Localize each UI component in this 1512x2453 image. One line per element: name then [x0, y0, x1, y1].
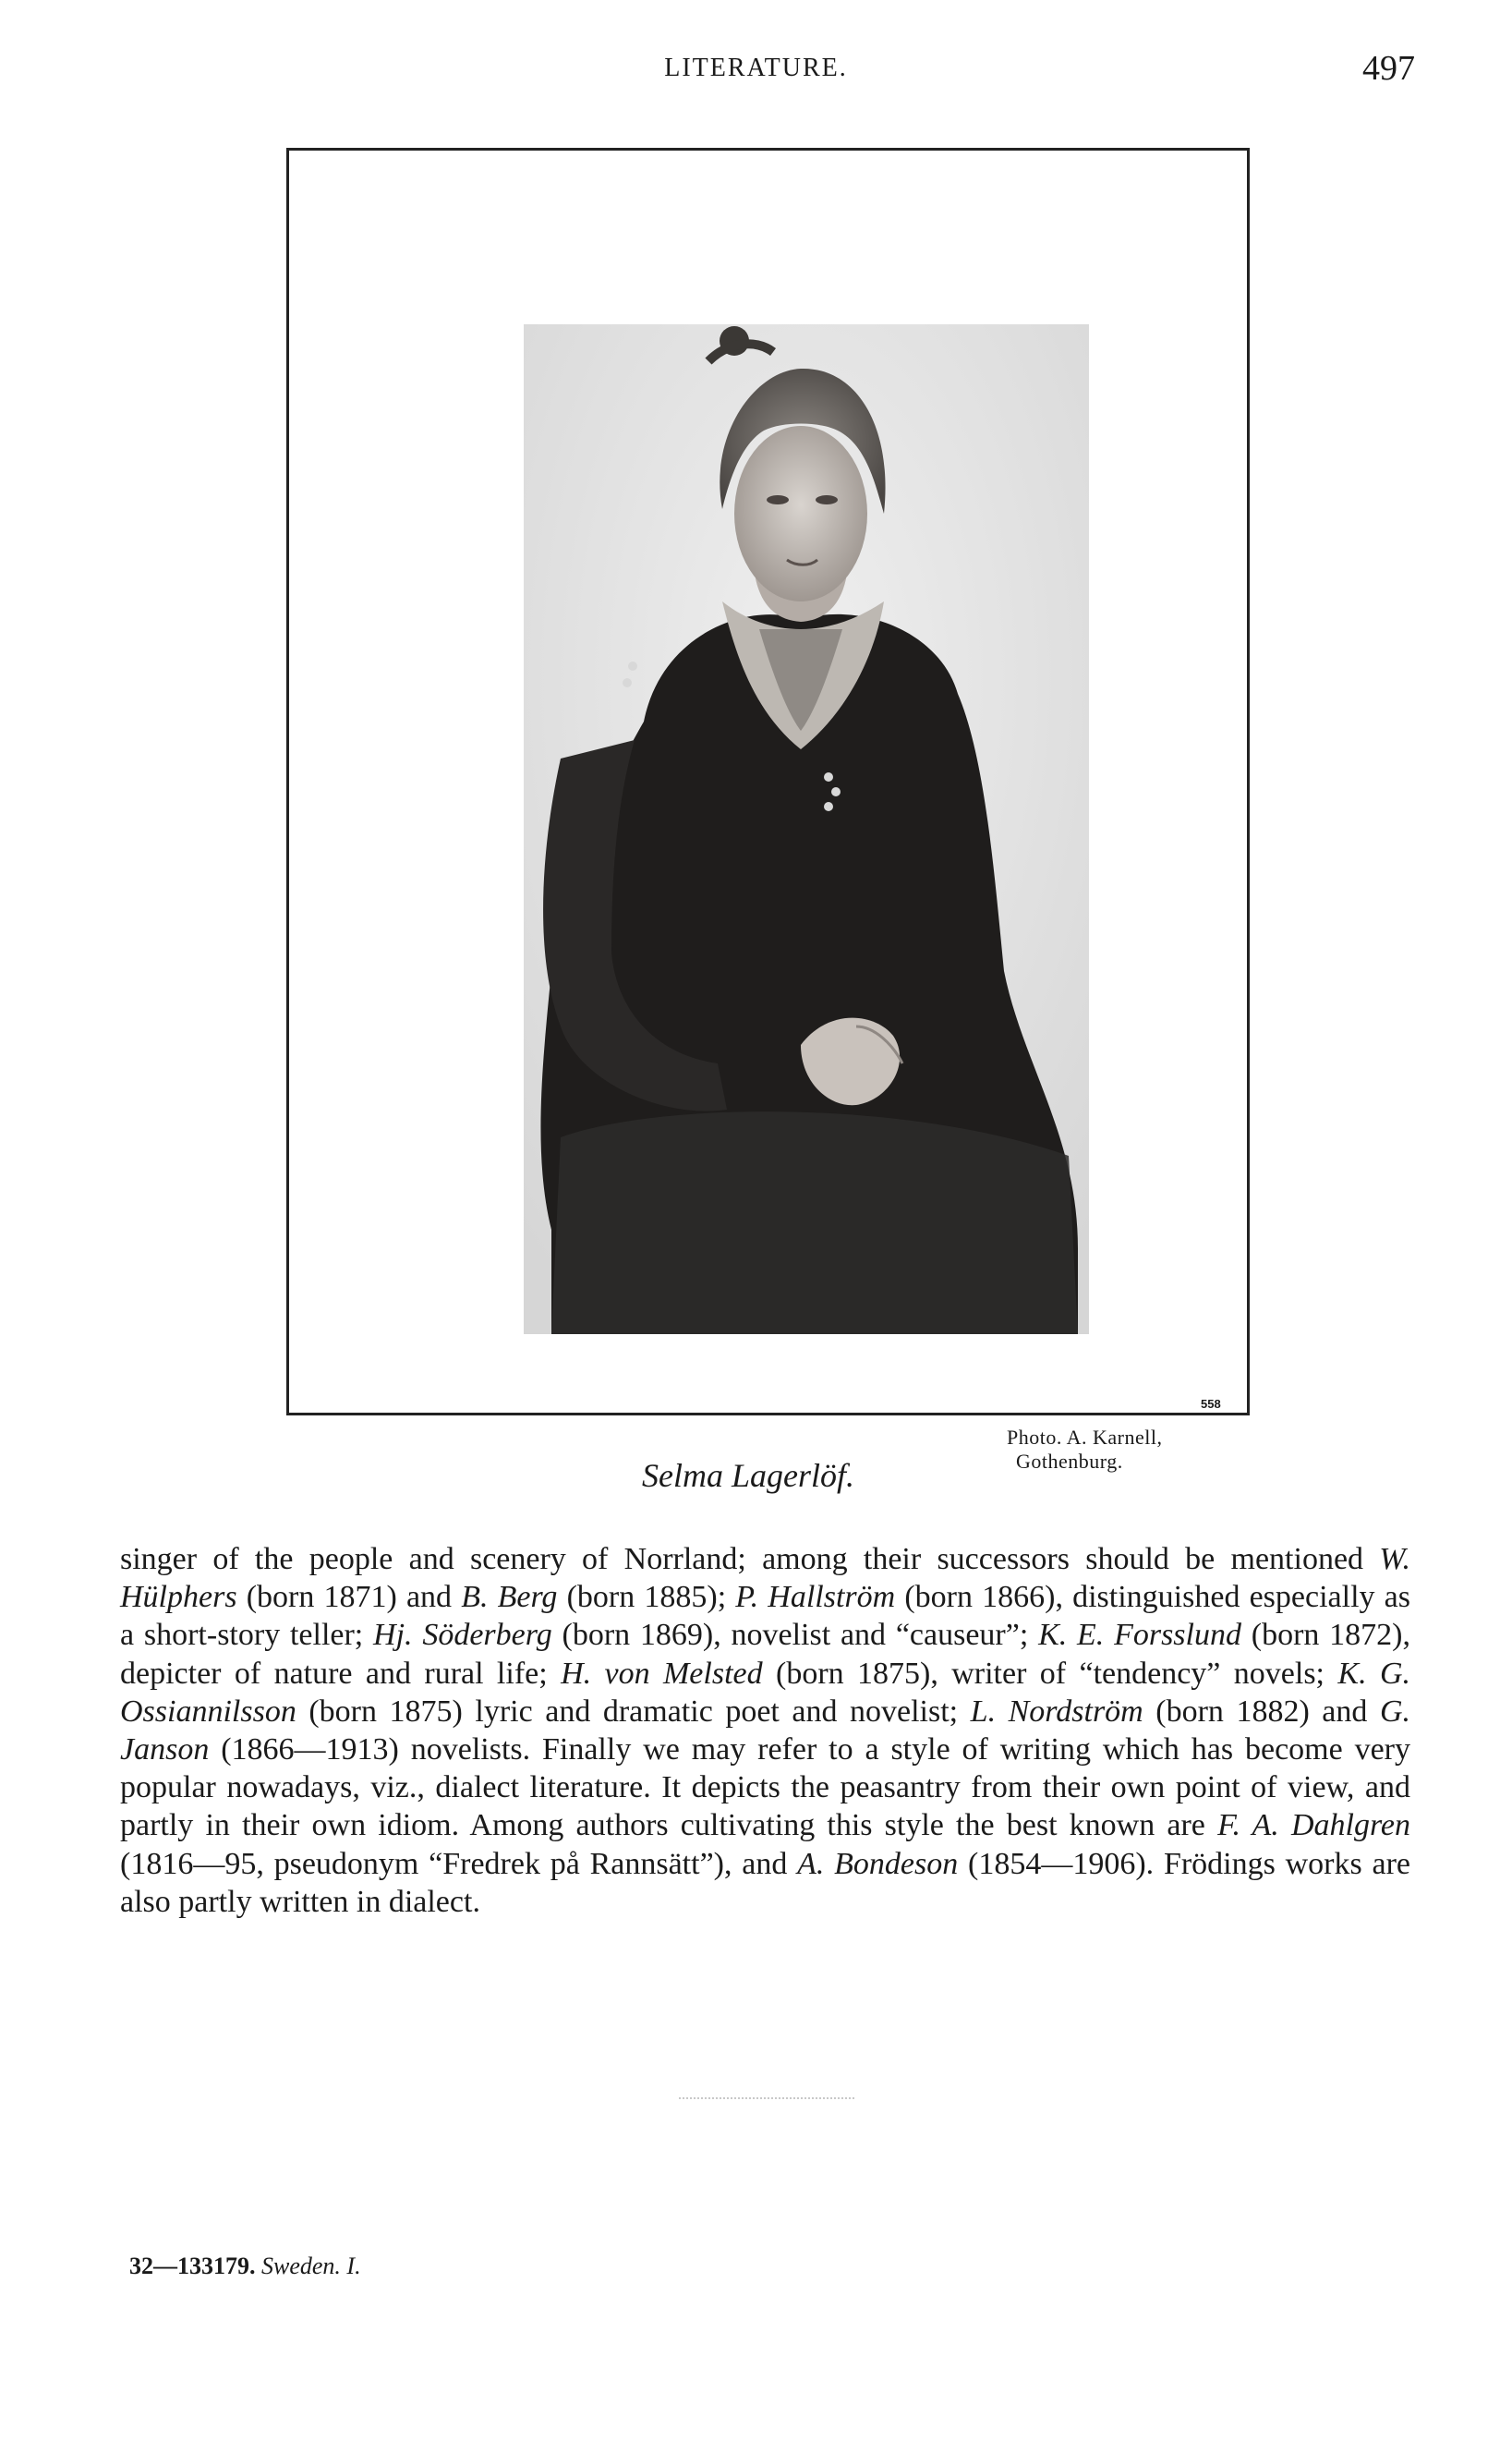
photo-credit-line1: Photo. A. Karnell, [1007, 1426, 1163, 1449]
body-text-run: (born 1885); [557, 1580, 736, 1615]
author-name: K. G. Ossiannilsson [120, 1656, 1411, 1729]
plate-number: 558 [1201, 1397, 1221, 1411]
printer-signature [129, 2253, 361, 2280]
running-title: LITERATURE. [664, 54, 848, 82]
body-paragraph [120, 1540, 1410, 1921]
body-text-run: (born 1882) and [1143, 1694, 1380, 1729]
body-text-run: (born 1872), depicter of nature and rural life; [120, 1618, 1411, 1691]
photo-credit-line2: Gothenburg. [1016, 1450, 1123, 1473]
signature-number: 32—133179. [129, 2253, 256, 2279]
faint-print-mark [679, 2097, 854, 2101]
body-text-run: (1866—1913) novelists. Finally we may refer to a style of writing which has become very popular nowadays, viz., dialect literature. It depicts the peasantry from their own point of view, and partly in their own idiom. Among authors cultivating this style the best known are [120, 1732, 1410, 1843]
author-name: Hj. Söderberg [373, 1618, 552, 1653]
portrait-photograph [524, 324, 1089, 1334]
author-name: A. Bondeson [797, 1846, 959, 1881]
photo-caption: Selma Lagerlöf. [642, 1457, 854, 1494]
photo-credit [1007, 1426, 1163, 1474]
author-name: F. A. Dahlgren [1217, 1808, 1411, 1843]
body-text-run: (born 1875) lyric and dramatic poet and novelist; [296, 1694, 971, 1729]
body-text-run: (1854—1906). Frödings works are also partly written in dialect. [120, 1846, 1411, 1919]
body-text [120, 1540, 1410, 1921]
body-text-run: (born 1866), distinguished especially as a short-story teller; [120, 1580, 1410, 1653]
signature-tail: Sweden. I. [261, 2253, 361, 2279]
body-text-run: (born 1871) and [236, 1580, 462, 1615]
body-text-run: singer of the people and scenery of Norrland; among their successors should be mentioned [120, 1542, 1380, 1576]
body-text-run: (born 1869), novelist and “causeur”; [551, 1618, 1039, 1653]
author-name: P. Hallström [735, 1580, 896, 1615]
body-text-run: (born 1875), writer of “tendency” novels; [762, 1656, 1338, 1691]
portrait-illustration [524, 324, 1089, 1334]
body-text-run: (1816—95, pseudonym “Fredrek på Rannsätt”), and [120, 1846, 798, 1881]
author-name: K. E. Forsslund [1038, 1618, 1241, 1653]
author-name: H. von Melsted [561, 1656, 763, 1691]
page-number: 497 [1362, 49, 1415, 88]
author-name: G. Janson [120, 1694, 1410, 1767]
author-name: L. Nordström [970, 1694, 1143, 1729]
author-name: B. Berg [461, 1580, 558, 1615]
author-name: W. Hülphers [120, 1542, 1410, 1615]
